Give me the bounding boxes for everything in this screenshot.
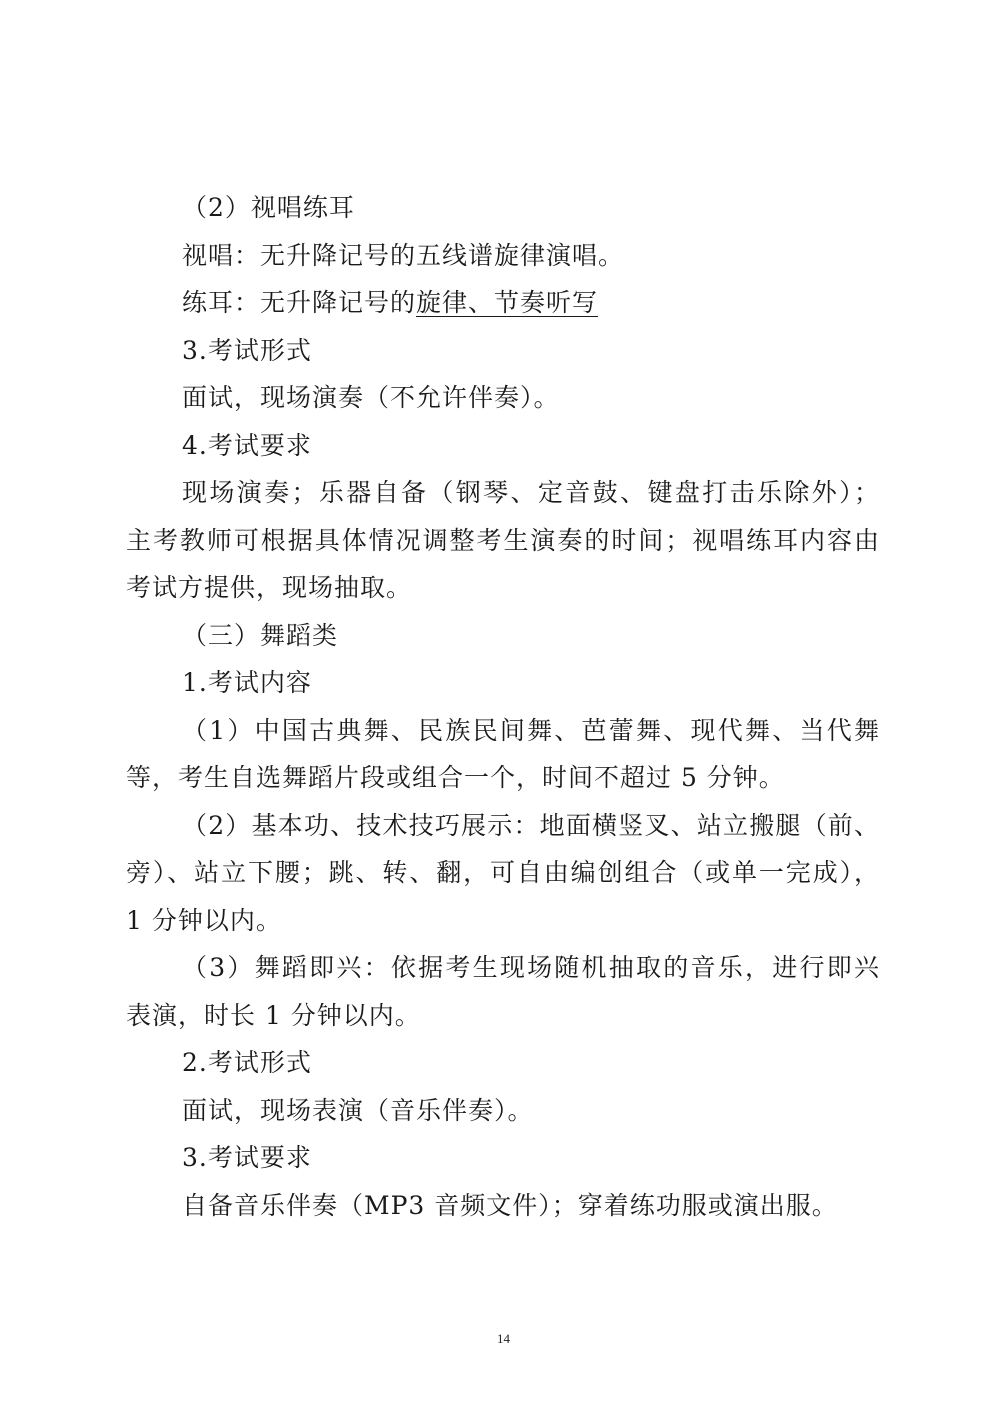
heading-exam-content: 1.考试内容 <box>182 668 312 697</box>
paragraph-dance-exam-format: 面试，现场表演（音乐伴奏）。 <box>182 1095 534 1125</box>
paragraph-dance-item-1-line-2: 等，考生自选舞蹈片段或组合一个，时间不超过 5 分钟。 <box>126 763 785 792</box>
heading-dance-exam-format: 2.考试形式 <box>182 1048 312 1077</box>
paragraph-dance-item-3-line-1: （3）舞蹈即兴：依据考生现场随机抽取的音乐，进行即兴 <box>182 953 880 982</box>
subsection-heading-sight-singing: （2）视唱练耳 <box>182 193 355 222</box>
paragraph-dance-item-1-line-1: （1）中国古典舞、民族民间舞、芭蕾舞、现代舞、当代舞 <box>182 715 880 745</box>
paragraph-exam-format: 面试，现场演奏（不允许伴奏）。 <box>182 383 560 412</box>
paragraph-sight-singing: 视唱：无升降记号的五线谱旋律演唱。 <box>182 240 625 270</box>
paragraph-dance-item-3-line-2: 表演，时长 1 分钟以内。 <box>126 1000 421 1030</box>
paragraph-requirements-line-1: 现场演奏；乐器自备（钢琴、定音鼓、键盘打击乐除外）； <box>182 478 880 507</box>
heading-exam-requirements: 4.考试要求 <box>182 430 312 460</box>
ear-training-underlined: 旋律、节奏听写 <box>416 288 599 317</box>
paragraph-dance-exam-requirements: 自备音乐伴奏（MP3 音频文件）；穿着练功服或演出服。 <box>182 1190 838 1220</box>
page-number: 14 <box>497 1331 510 1346</box>
paragraph-dance-item-2-line-2: 旁）、站立下腰；跳、转、翻，可自由编创组合（或单一完成）， <box>126 858 880 887</box>
paragraph-ear-training <box>126 279 880 327</box>
page-body <box>126 184 880 1229</box>
paragraph-requirements-line-2: 主考教师可根据具体情况调整考生演奏的时间；视唱练耳内容由 <box>126 525 880 555</box>
paragraph-dance-item-2-line-3: 1 分钟以内。 <box>126 905 282 935</box>
paragraph-requirements-line-3: 考试方提供，现场抽取。 <box>126 573 413 602</box>
heading-exam-format: 3.考试形式 <box>182 335 312 365</box>
paragraph-dance-item-2-line-1: （2）基本功、技术技巧展示：地面横竖叉、站立搬腿（前、 <box>182 810 880 840</box>
ear-training-prefix: 练耳：无升降记号的 <box>182 288 417 317</box>
heading-dance-exam-requirements: 3.考试要求 <box>182 1143 312 1172</box>
section-heading-dance: （三）舞蹈类 <box>182 620 339 650</box>
